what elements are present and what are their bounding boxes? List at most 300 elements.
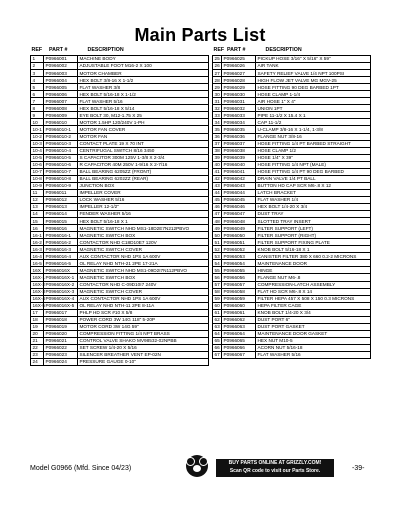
ref-cell: 64 [214,331,220,337]
table-row [213,309,371,316]
table-header [30,46,209,55]
description-cell: FILTER SUPPORT (LEFT) [256,225,371,232]
table-row [213,63,371,70]
part-number-cell: P0966030 [222,91,256,98]
part-number-cell: P0966009 [44,112,78,119]
part-number-cell: P0966027 [222,70,256,77]
ref-cell: 43 [214,183,220,189]
ref-cell: 6 [31,91,44,98]
header-description: DESCRIPTION [265,47,302,53]
table-row [213,330,371,337]
table-row [213,337,371,344]
ref-cell: 16X-3 [32,288,46,294]
buy-parts-line2: Scan QR code to visit our Parts Store. [229,468,321,474]
ref-cell: 41 [214,169,220,175]
table-row [31,70,209,77]
table-row [31,168,209,175]
ref-cell: 59 [214,296,220,302]
table-row [213,84,371,91]
ref-cell: 10-4 [32,148,42,154]
table-row [31,253,209,260]
part-number-cell: P0966010-9 [44,182,78,189]
description-cell: HOSE FITTING 1/4 NPT (MALE) [256,161,371,168]
description-cell: LOCK WASHER 5/16 [78,196,209,203]
table-row [31,175,209,182]
table-row [31,56,209,63]
table-row [213,77,371,84]
part-number-cell: P0966022 [44,344,78,351]
description-cell: JUNCTION BOX [78,182,209,189]
ref-cell: 57 [214,281,220,287]
part-number-cell: P0966016X-5 [44,302,78,309]
description-cell: HEX BOLT 5/16-18 X 5/14 [78,105,209,112]
description-cell: R CAPACITOR 40M 250V 1-9/16 X 2-7/16 [78,161,209,168]
description-cell: LATCH BRACKET [256,189,371,196]
ref-cell: 65 [214,338,220,344]
description-cell: CONTACTOR NHD C18D10E7 120V [78,239,209,246]
part-number-cell: P0966023 [44,351,78,358]
header-description: DESCRIPTION [87,47,124,53]
description-cell: OL RELAY NHD NTH-11 2PE 8-11A [78,302,209,309]
part-number-cell: P0966051 [222,239,256,246]
ref-cell: 18 [31,316,44,323]
part-number-cell: P0966012 [44,196,78,203]
description-cell: MOTOR CORD 3W 14G 59" [78,323,209,330]
ref-cell: 27 [214,70,220,76]
ref-cell: 15 [31,218,44,225]
description-cell: PIPE 11-1/2 X 15.4 X 1 [256,112,371,119]
table-row [31,337,209,344]
ref-cell: 44 [214,190,220,196]
grizzly-bear-icon [186,455,208,477]
description-cell: ACORN NUT 5/16-18 [256,344,371,351]
description-cell: POWER CORD 3W 14G 118" 5-20P [78,316,209,323]
description-cell: HEX NUT M10-5 [256,337,371,344]
part-number-cell: P0966037 [222,140,256,147]
description-cell: HEX BOLT 5/16-18 X 1 [78,218,209,225]
parts-column-right [212,46,371,359]
ref-cell: 22 [31,344,44,351]
ref-cell: 16X-1 [32,274,46,280]
table-row [213,182,371,189]
description-cell: MAGNETIC SWITCH COVER [78,246,209,253]
table-row [31,218,209,225]
ref-cell: 10-8 [32,176,42,182]
description-cell: FLANGE NUT M6-.8 [256,274,371,281]
ref-cell: 48 [214,218,220,224]
table-row [213,126,371,133]
part-number-cell: P0966039 [222,154,256,161]
description-cell: IMPELLER COVER [78,189,209,196]
ref-cell: 16X [31,267,44,274]
part-number-cell: P0966048 [222,218,256,225]
description-cell: AUX CONTACTOR NHD 1PS 1A 600V [78,253,209,260]
table-row [213,175,371,182]
description-cell: FLAT HD SCR M6-.8 X 14 [256,288,371,295]
description-cell: CAP 11-1/2 [256,119,371,126]
ref-cell: 42 [214,176,220,182]
table-header [212,46,371,55]
ref-cell: 4 [31,77,44,84]
description-cell: HEX BOLT 3/8-16 X 1-1/2 [78,77,209,84]
table-row [31,323,209,330]
part-number-cell: P0966056 [222,274,256,281]
ref-cell: 10-6 [32,162,42,168]
description-cell: FILTER HEPA 457 X 508 X 150 0.3 MICRONS [256,295,371,302]
part-number-cell: P0966066 [222,344,256,351]
description-cell: MAGNETIC SWITCH COVER [78,288,209,295]
ref-cell: 34 [214,119,220,125]
part-number-cell: P0966010-8 [44,175,78,182]
part-number-cell: P0966017 [44,309,78,316]
description-cell: COMPRESSION-LATCH ASSEMBLY [256,281,371,288]
ref-cell: 56 [214,274,220,280]
part-number-cell: P0966025 [222,56,256,63]
part-number-cell: P0966055 [222,267,256,274]
ref-cell: 46 [214,204,220,210]
table-row [213,168,371,175]
ref-cell: 16-5 [32,260,42,266]
description-cell: DRAIN VALVE 1/4 PT BALL [256,175,371,182]
table-row [31,295,209,302]
ref-cell: 20 [31,330,44,337]
part-number-cell: P0966016X-4 [44,295,78,302]
table-row [31,246,209,253]
table-row [31,344,209,351]
ref-cell: 16 [31,225,44,232]
table-row [31,126,209,133]
parts-table-right [212,55,371,359]
description-cell: IMPELLER 12-1/2" [78,203,209,210]
part-number-cell: P0966016X [44,267,78,274]
part-number-cell: P0966041 [222,168,256,175]
ref-cell: 61 [214,310,220,316]
ref-cell: 16-2 [32,239,42,245]
ref-cell: 13 [31,203,44,210]
part-number-cell: P0966035 [222,126,256,133]
parts-table-left [30,55,209,366]
header-part: PART # [49,47,68,53]
table-row [31,239,209,246]
ref-cell: 7 [31,98,44,105]
part-number-cell: P0966016-1 [44,232,78,239]
part-number-cell: P0966046 [222,203,256,210]
ref-cell: 33 [214,112,220,118]
buy-parts-line1: BUY PARTS ONLINE AT GRIZZLY.COM! [228,460,322,466]
part-number-cell: P0966050 [222,232,256,239]
ref-cell: 23 [31,351,44,358]
description-cell: FLANGE NUT 3/8-16 [256,133,371,140]
part-number-cell: P0966054 [222,260,256,267]
parts-column-left [30,46,209,366]
description-cell: ADJUSTABLE FOOT M16-2 X 100 [78,63,209,70]
description-cell: DUST PORT GASKET [256,323,371,330]
table-row [31,359,209,366]
part-number-cell: P0966010 [44,119,78,126]
ref-cell: 39 [214,155,220,161]
description-cell: COMPRESSION FITTING 1/4 NPT BRASS [78,330,209,337]
ref-cell: 1 [31,56,44,63]
part-number-cell: P0966016X-1 [44,274,78,281]
description-cell: HEPA FILTER CAGE [256,302,371,309]
part-number-cell: P0966005 [44,84,78,91]
description-cell: CANISTER FILTER 380 X 660 0.2-2 MICRONS [256,253,371,260]
description-cell: DUST PORT 6" [256,316,371,323]
header-part: PART # [227,47,246,53]
table-row [213,225,371,232]
table-row [31,63,209,70]
description-cell: MAINTENANCE DOOR GASKET [256,330,371,337]
description-cell: MAGNETIC SWITCH NHD MS1-09D2I7N112PBVO [78,267,209,274]
ref-cell: 10-2 [32,133,42,139]
ref-cell: 51 [214,239,220,245]
table-row [213,189,371,196]
ref-cell: 16-1 [32,232,42,238]
table-row [213,140,371,147]
description-cell: EYE BOLT 30, M12-1.75 X 25 [78,112,209,119]
ref-cell: 29 [214,84,220,90]
description-cell: BUTTON HD CAP SCR M6-.8 X 12 [256,182,371,189]
description-cell: CENTRIFUGAL SWITCH 8/16 3450 [78,147,209,154]
part-number-cell: P0966047 [222,211,256,218]
ref-cell: 28 [214,77,220,83]
ref-cell: 2 [31,63,44,70]
part-number-cell: P0966065 [222,337,256,344]
ref-cell: 50 [214,232,220,238]
ref-cell: 12 [31,196,44,203]
table-row [213,323,371,330]
part-number-cell: P0966004 [44,77,78,84]
ref-cell: 16-3 [32,246,42,252]
part-number-cell: P0966042 [222,175,256,182]
part-number-cell: P0966011 [44,189,78,196]
ref-cell: 21 [31,337,44,344]
part-number-cell: P0966058 [222,288,256,295]
table-row [213,239,371,246]
table-row [31,225,209,232]
ref-cell: 62 [214,317,220,323]
ref-cell: 30 [214,91,220,97]
table-row [213,112,371,119]
part-number-cell: P0966026 [222,63,256,70]
part-number-cell: P0966020 [44,330,78,337]
ref-cell: 26 [214,63,220,69]
description-cell: AIR HOSE 1" X 4" [256,98,371,105]
part-number-cell: P0966008 [44,105,78,112]
description-cell: FLAT WASHER 3/8 [78,84,209,91]
ref-cell: 10-5 [32,155,42,161]
part-number-cell: P0966049 [222,225,256,232]
table-row [31,302,209,309]
description-cell: PICKUP HOSE 3/16" X 5/16" X 59" [256,56,371,63]
ref-cell: 31 [214,98,220,104]
description-cell: MAGNETIC SWITCH BOX [78,274,209,281]
page-title: Main Parts List [134,25,266,45]
part-number-cell: P0966053 [222,253,256,260]
description-cell: SILENCER BREATHER VENT EP-02N [78,351,209,358]
ref-cell: 45 [214,197,220,203]
description-cell: MACHINE BODY [78,56,209,63]
description-cell: MOTOR CHAMBER [78,70,209,77]
part-number-cell: P0966059 [222,295,256,302]
table-row [213,302,371,309]
part-number-cell: P0966010-2 [44,133,78,140]
ref-cell: 9 [31,112,44,119]
part-number-cell: P0966038 [222,147,256,154]
description-cell: FILTER SUPPORT FIXING PLATE [256,239,371,246]
part-number-cell: P0966016X-3 [44,288,78,295]
table-row [31,203,209,210]
table-row [213,344,371,351]
table-row [31,182,209,189]
table-row [31,161,209,168]
description-cell: U-CLAMP 3/8-16 X 1-1/4, 1-3/8 [256,126,371,133]
part-number-cell: P0966010-3 [44,140,78,147]
table-row [31,77,209,84]
table-row [31,281,209,288]
description-cell: CONTACTOR NHD C-09D10I7 240V [78,281,209,288]
table-row [213,147,371,154]
description-cell: BALL BEARING 6202ZZ (REAR) [78,175,209,182]
table-row [213,91,371,98]
part-number-cell: P0966052 [222,246,256,253]
part-number-cell: P0966015 [44,218,78,225]
table-row [213,218,371,225]
ref-cell: 24 [31,359,44,366]
ref-cell: 37 [214,140,220,146]
table-row [213,295,371,302]
part-number-cell: P0966016-2 [44,239,78,246]
part-number-cell: P0966013 [44,203,78,210]
ref-cell: 16X-2 [32,281,46,287]
description-cell: HEX BOLT 5/16-18 X 1-1/2 [78,91,209,98]
description-cell: OL RELAY NHD NTH-21 2PE 17-21A [78,260,209,267]
part-number-cell: P0966031 [222,98,256,105]
description-cell: HOSE FITTING 90 DEG BARBED 1PT [256,84,371,91]
description-cell: CONTACT PLATE 19 X 70 INT [78,140,209,147]
table-row [31,133,209,140]
description-cell: FLAT WASHER 5/16 [78,98,209,105]
description-cell: HOSE FITTING 1/4 PT BARBED STRAIGHT [256,140,371,147]
header-ref: REF [213,47,225,53]
table-row [213,232,371,239]
table-row [31,288,209,295]
table-row [31,330,209,337]
description-cell: KNOB BOLT 5/16-18 X 1 [256,246,371,253]
table-row [31,316,209,323]
description-cell: FENDER WASHER 5/16 [78,211,209,218]
description-cell: HINGE [256,267,371,274]
page-number: -39- [352,465,365,472]
ref-cell: 10-1 [32,126,42,132]
description-cell: PRESSURE GAUGE 0-10" [78,359,209,366]
ref-cell: 55 [214,267,220,273]
description-cell: MOTOR FAN COVER [78,126,209,133]
ref-cell: 3 [31,70,44,77]
table-row [213,133,371,140]
table-row [31,84,209,91]
part-number-cell: P0966024 [44,359,78,366]
part-number-cell: P0966007 [44,98,78,105]
part-number-cell: P0966010-1 [44,126,78,133]
ref-cell: 38 [214,148,220,154]
part-number-cell: P0966018 [44,316,78,323]
header-ref: REF [31,47,43,53]
ref-cell: 25 [214,56,220,62]
ref-cell: 8 [31,105,44,112]
part-number-cell: P0966001 [44,56,78,63]
description-cell: UNION 1PT [256,105,371,112]
ref-cell: 52 [214,246,220,252]
ref-cell: 11 [31,189,44,196]
part-number-cell: P0966021 [44,337,78,344]
ref-cell: 16-4 [32,253,42,259]
ref-cell: 14 [31,211,44,218]
ref-cell: 32 [214,105,220,111]
ref-cell: 5 [31,84,44,91]
description-cell: FLAT WASHER 1/4 [256,196,371,203]
ref-cell: 58 [214,288,220,294]
ref-cell: 63 [214,324,220,330]
description-cell: S CAPACITOR 300M 125V 1-3/8 X 2-3/4 [78,154,209,161]
table-row [31,189,209,196]
ref-cell: 10-9 [32,183,42,189]
part-number-cell: P0966033 [222,112,256,119]
part-number-cell: P0966060 [222,302,256,309]
table-row [213,196,371,203]
table-row [31,105,209,112]
description-cell: AIR TANK [256,63,371,70]
ref-cell: 49 [214,225,220,231]
part-number-cell: P0966063 [222,323,256,330]
table-row [213,274,371,281]
description-cell: MAGNETIC SWITCH NHD MS1-18D2E7N212PBVO [78,225,209,232]
description-cell: DUST TRAY [256,211,371,218]
ref-cell: 10 [31,119,44,126]
part-number-cell: P0966010-6 [44,161,78,168]
ref-cell: 16X-4 [32,296,46,302]
table-row [213,260,371,267]
ref-cell: 67 [214,352,220,358]
table-row [31,196,209,203]
part-number-cell: P0966036 [222,133,256,140]
description-cell: FILTER SUPPORT (RIGHT) [256,232,371,239]
ref-cell: 10-3 [32,140,42,146]
table-row [213,70,371,77]
part-number-cell: P0966016-4 [44,253,78,260]
table-row [213,351,371,358]
table-row [213,105,371,112]
ref-cell: 54 [214,260,220,266]
ref-cell: 10-7 [32,169,42,175]
part-number-cell: P0966016 [44,225,78,232]
table-row [213,154,371,161]
part-number-cell: P0966016-3 [44,246,78,253]
description-cell: HOSE CLAMP 1-1/4 [256,91,371,98]
part-number-cell: P0966010-7 [44,168,78,175]
table-row [31,274,209,281]
ref-cell: 53 [214,253,220,259]
ref-cell: 36 [214,133,220,139]
part-number-cell: P0966029 [222,84,256,91]
description-cell: PHLP HD SCR #10 X 5/8 [78,309,209,316]
table-row [213,119,371,126]
table-row [31,140,209,147]
description-cell: MOTOR FAN [78,133,209,140]
ref-cell: 19 [31,323,44,330]
description-cell: HOSE CLAMP 1/2 [256,147,371,154]
table-row [213,203,371,210]
